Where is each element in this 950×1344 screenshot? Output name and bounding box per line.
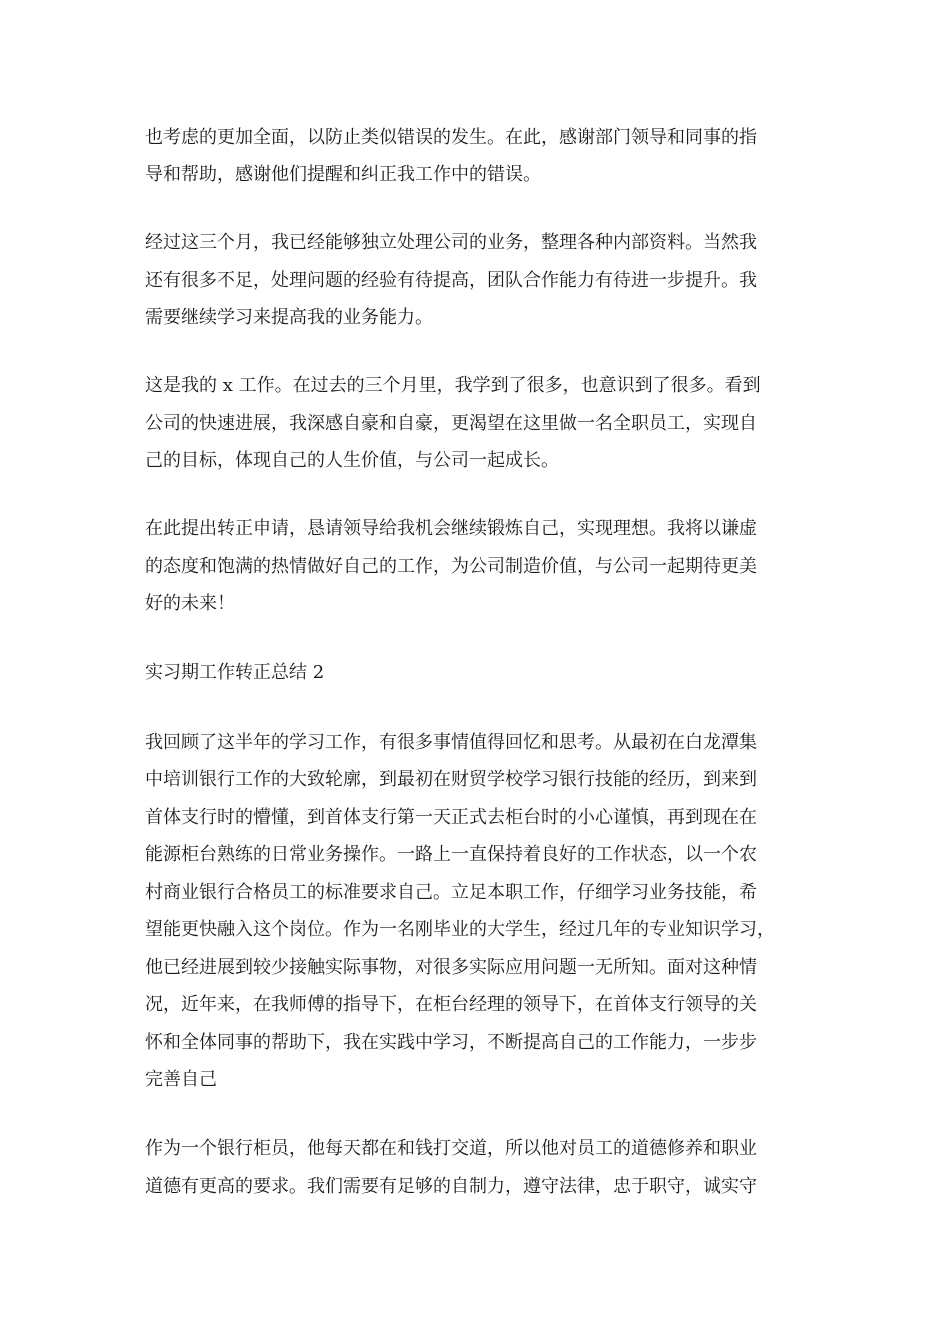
paragraph-line: 道德有更高的要求。我们需要有足够的自制力，遵守法律，忠于职守，诚实守: [145, 1176, 757, 1197]
paragraph-line: 公司的快速进展，我深感自豪和自豪，更渴望在这里做一名全职员工，实现自: [145, 413, 757, 434]
paragraph-line: 我回顾了这半年的学习工作，有很多事情值得回忆和思考。从最初在白龙潭集: [145, 732, 757, 753]
paragraph-line: 这是我的 x 工作。在过去的三个月里，我学到了很多，也意识到了很多。看到: [145, 375, 761, 396]
paragraph-line: 中培训银行工作的大致轮廓，到最初在财贸学校学习银行技能的经历，到来到: [145, 769, 757, 790]
paragraph-line: 经过这三个月，我已经能够独立处理公司的业务，整理各种内部资料。当然我: [145, 232, 757, 253]
paragraph-line: 在此提出转正申请，恳请领导给我机会继续锻炼自己，实现理想。我将以谦虚: [145, 518, 757, 539]
paragraph-line: 也考虑的更加全面，以防止类似错误的发生。在此，感谢部门领导和同事的指: [145, 127, 757, 148]
paragraph-line: 己的目标，体现自己的人生价值，与公司一起成长。: [145, 450, 559, 471]
paragraph-line: 他已经进展到较少接触实际事物，对很多实际应用问题一无所知。面对这种情: [145, 957, 757, 978]
section-heading: 实习期工作转正总结 2: [145, 662, 325, 683]
paragraph-line: 的态度和饱满的热情做好自己的工作，为公司制造价值，与公司一起期待更美: [145, 556, 757, 577]
paragraph-line: 村商业银行合格员工的标准要求自己。立足本职工作，仔细学习业务技能，希: [145, 882, 757, 903]
paragraph-line: 怀和全体同事的帮助下，我在实践中学习，不断提高自己的工作能力，一步步: [145, 1032, 757, 1053]
paragraph-line: 还有很多不足，处理问题的经验有待提高，团队合作能力有待进一步提升。我: [145, 270, 757, 291]
paragraph-line: 望能更快融入这个岗位。作为一名刚毕业的大学生，经过几年的专业知识学习，: [145, 919, 775, 940]
paragraph-line: 能源柜台熟练的日常业务操作。一路上一直保持着良好的工作状态，以一个农: [145, 844, 757, 865]
paragraph-line: 导和帮助，感谢他们提醒和纠正我工作中的错误。: [145, 164, 541, 185]
paragraph-line: 好的未来！: [145, 593, 235, 614]
paragraph-line: 况，近年来，在我师傅的指导下，在柜台经理的领导下，在首体支行领导的关: [145, 994, 757, 1015]
paragraph-line: 需要继续学习来提高我的业务能力。: [145, 307, 433, 328]
paragraph-line: 作为一个银行柜员，他每天都在和钱打交道，所以他对员工的道德修养和职业: [145, 1138, 757, 1159]
paragraph-line: 首体支行时的懵懂，到首体支行第一天正式去柜台时的小心谨慎，再到现在在: [145, 807, 757, 828]
paragraph-line: 完善自己: [145, 1069, 217, 1090]
